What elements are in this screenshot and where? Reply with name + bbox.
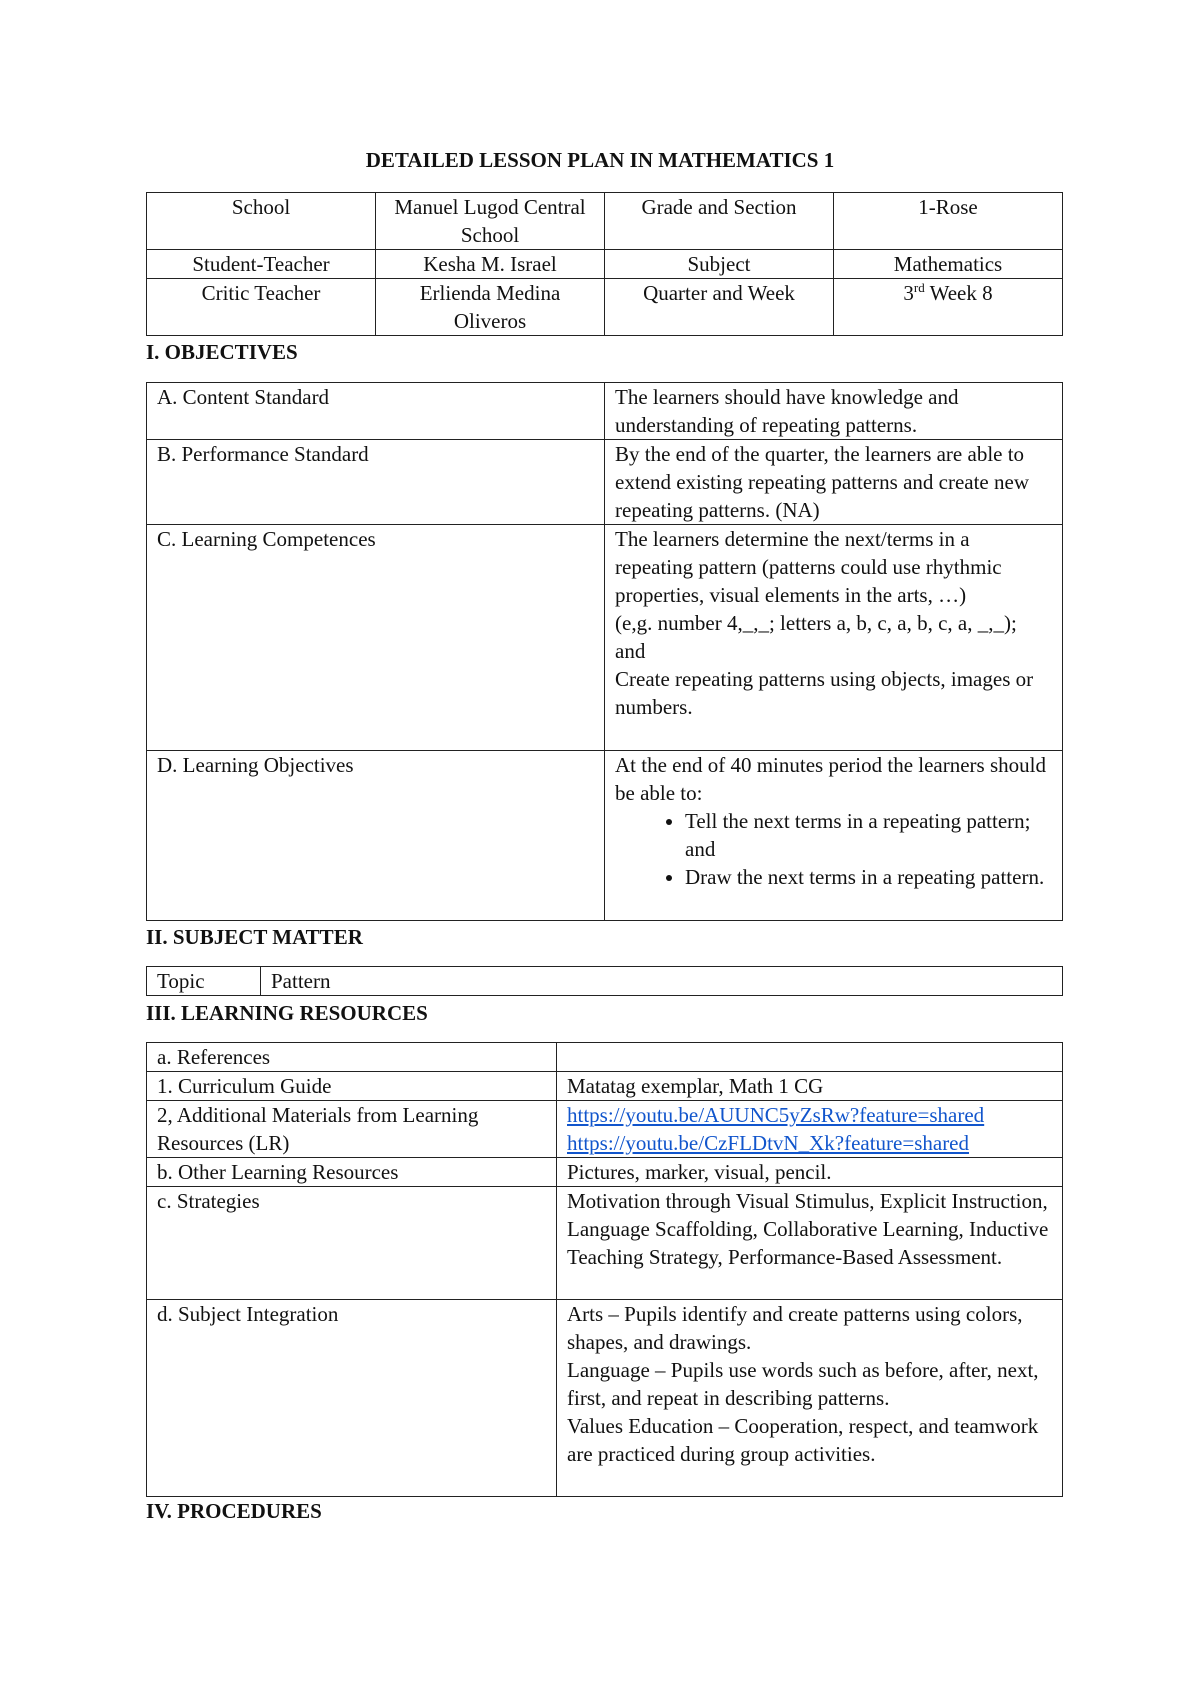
subject-matter-heading: II. SUBJECT MATTER xyxy=(146,925,363,949)
critic-label: Critic Teacher xyxy=(147,279,376,336)
video-link-2[interactable]: https://youtu.be/CzFLDtvN_Xk?feature=shared xyxy=(567,1131,970,1155)
topic-value: Pattern xyxy=(261,967,1063,996)
list-item: • Draw the next terms in a repeating pattern. xyxy=(685,863,1052,891)
list-item: • Tell the next terms in a repeating pattern; and xyxy=(685,807,1052,863)
curriculum-guide-label: 1. Curriculum Guide xyxy=(147,1072,557,1101)
topic-label: Topic xyxy=(147,967,261,996)
other-resources-value: Pictures, marker, visual, pencil. xyxy=(557,1158,1063,1187)
quarter-label: Quarter and Week xyxy=(605,279,834,336)
competences-line-1: The learners determine the next/terms in a repeating pattern (patterns could use rhythmic properties, visual elements in the arts, …) xyxy=(615,527,1002,607)
page-title: DETAILED LESSON PLAN IN MATHEMATICS 1 xyxy=(365,148,835,172)
content-standard-label: A. Content Standard xyxy=(147,383,605,440)
references-value xyxy=(557,1043,1063,1072)
school-value: Manuel Lugod Central School xyxy=(376,193,605,250)
content-standard-value: The learners should have knowledge and understanding of repeating patterns. xyxy=(605,383,1063,440)
topic-table xyxy=(146,966,1063,996)
references-label: a. References xyxy=(147,1043,557,1072)
strategies-value: Motivation through Visual Stimulus, Explicit Instruction, Language Scaffolding, Collaborative Learning, Inductive Teaching Strategy, Performance-Based Assessment. xyxy=(557,1187,1063,1300)
objectives-heading: I. OBJECTIVES xyxy=(146,340,298,364)
subject-integration-label: d. Subject Integration xyxy=(147,1300,557,1497)
additional-materials-label: 2, Additional Materials from Learning Resources (LR) xyxy=(147,1101,557,1158)
performance-standard-value: By the end of the quarter, the learners are able to extend existing repeating patterns and create new repeating patterns. (NA) xyxy=(605,440,1063,525)
student-teacher-value: Kesha M. Israel xyxy=(376,250,605,279)
integration-language: Language – Pupils use words such as before, after, next, first, and repeat in describing patterns. xyxy=(567,1358,1039,1410)
learning-objectives-value xyxy=(605,751,1063,921)
quarter-number: 3 xyxy=(903,281,914,305)
learning-objectives-label: D. Learning Objectives xyxy=(147,751,605,921)
quarter-week: Week 8 xyxy=(924,281,993,305)
grade-label: Grade and Section xyxy=(605,193,834,250)
quarter-value xyxy=(834,279,1063,336)
critic-value: Erlienda Medina Oliveros xyxy=(376,279,605,336)
school-label: School xyxy=(147,193,376,250)
learning-competences-value xyxy=(605,525,1063,751)
resources-heading: III. LEARNING RESOURCES xyxy=(146,1001,428,1025)
grade-value: 1-Rose xyxy=(834,193,1063,250)
video-link-1[interactable]: https://youtu.be/AUUNC5yZsRw?feature=shared xyxy=(567,1103,985,1127)
integration-arts: Arts – Pupils identify and create patterns using colors, shapes, and drawings. xyxy=(567,1302,1023,1354)
learning-objectives-list xyxy=(615,807,1052,891)
info-table xyxy=(146,192,1063,336)
subject-label: Subject xyxy=(605,250,834,279)
additional-materials-value xyxy=(557,1101,1063,1158)
other-resources-label: b. Other Learning Resources xyxy=(147,1158,557,1187)
strategies-label: c. Strategies xyxy=(147,1187,557,1300)
quarter-ordinal: rd xyxy=(913,280,925,295)
integration-values: Values Education – Cooperation, respect, and teamwork are practiced during group activities. xyxy=(567,1414,1039,1466)
learning-competences-label: C. Learning Competences xyxy=(147,525,605,751)
student-teacher-label: Student-Teacher xyxy=(147,250,376,279)
resources-table xyxy=(146,1042,1063,1497)
performance-standard-label: B. Performance Standard xyxy=(147,440,605,525)
objectives-table xyxy=(146,382,1063,921)
learning-intro: At the end of 40 minutes period the learners should be able to: xyxy=(615,753,1046,805)
competences-line-3: Create repeating patterns using objects, images or numbers. xyxy=(615,667,1034,719)
subject-value: Mathematics xyxy=(834,250,1063,279)
curriculum-guide-value: Matatag exemplar, Math 1 CG xyxy=(557,1072,1063,1101)
subject-integration-value xyxy=(557,1300,1063,1497)
competences-line-2: (e,g. number 4,_,_; letters a, b, c, a, b, c, a, _,_); and xyxy=(615,611,1017,663)
procedures-heading: IV. PROCEDURES xyxy=(146,1499,322,1523)
